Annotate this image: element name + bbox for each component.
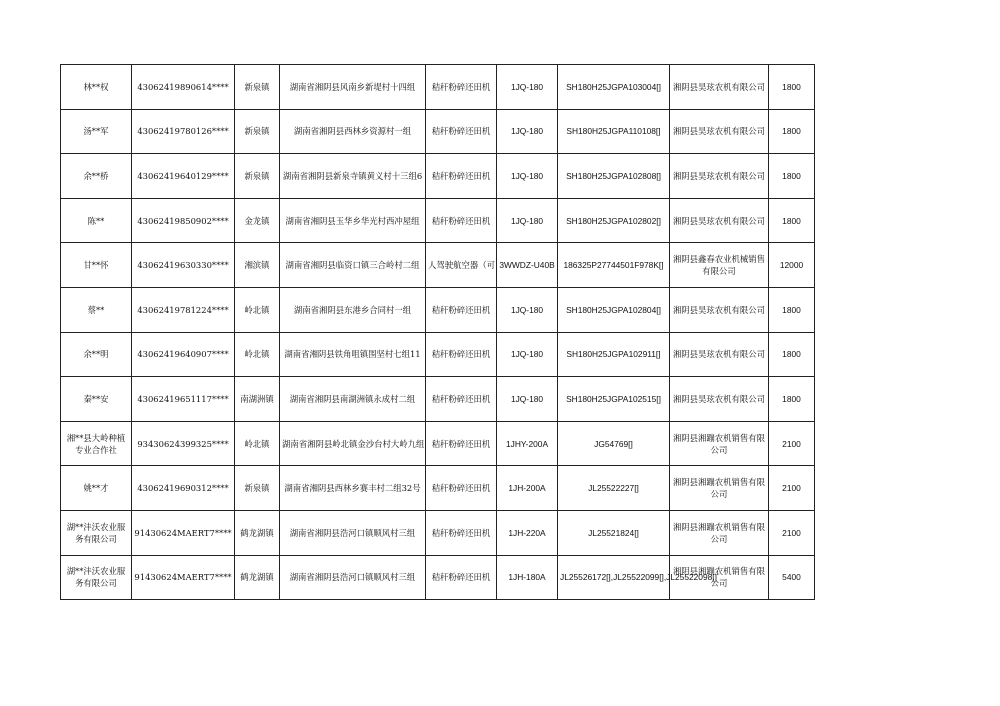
cell-town: 湘滨镇	[235, 243, 280, 288]
cell-dealer: 湘阴县湘蹦农机销售有限公司	[670, 466, 769, 511]
cell-subsidy-amount: 1800	[769, 332, 815, 377]
cell-model: 1JQ-180	[497, 332, 558, 377]
cell-address: 湖南省湘阴县西林乡赛丰村二组32号	[280, 466, 426, 511]
cell-model: 1JH-180A	[497, 555, 558, 600]
table-row	[61, 377, 815, 422]
cell-machine-type: 秸秆粉碎还田机	[426, 555, 497, 600]
cell-subsidy-amount: 1800	[769, 377, 815, 422]
cell-dealer: 湘阴县湘蹦农机销售有限公司	[670, 421, 769, 466]
cell-dealer: 湘阴县昊玹农机有限公司	[670, 377, 769, 422]
table-row	[61, 65, 815, 110]
cell-id-number: 43062419630330****	[132, 243, 235, 288]
cell-dealer: 湘阴县昊玹农机有限公司	[670, 198, 769, 243]
cell-town: 鹤龙湖镇	[235, 555, 280, 600]
cell-machine-type: 秸秆粉碎还田机	[426, 466, 497, 511]
cell-applicant-name: 余**明	[61, 332, 132, 377]
cell-id-number: 43062419640129****	[132, 154, 235, 199]
cell-subsidy-amount: 1800	[769, 154, 815, 199]
cell-address: 湖南省湘阴县新泉寺镇黄义村十三组6	[280, 154, 426, 199]
cell-serial-number: SH180H25JGPA102911[]	[558, 332, 670, 377]
cell-serial-number: SH180H25JGPA102804[]	[558, 287, 670, 332]
cell-model: 1JH-200A	[497, 466, 558, 511]
cell-applicant-name: 湖**沣沃农业服务有限公司	[61, 510, 132, 555]
cell-machine-type: 人驾驶航空器（可	[426, 243, 497, 288]
cell-applicant-name: 林**权	[61, 65, 132, 110]
cell-model: 3WWDZ-U40B	[497, 243, 558, 288]
cell-model: 1JQ-180	[497, 109, 558, 154]
cell-applicant-name: 湖**沣沃农业服务有限公司	[61, 555, 132, 600]
cell-serial-number: 186325P27744501F978K[]	[558, 243, 670, 288]
cell-applicant-name: 秦**安	[61, 377, 132, 422]
cell-subsidy-amount: 2100	[769, 421, 815, 466]
table-row	[61, 555, 815, 600]
cell-serial-number: SH180H25JGPA102802[]	[558, 198, 670, 243]
cell-applicant-name: 汤**军	[61, 109, 132, 154]
cell-dealer: 湘阴县鑫春农业机械销售有限公司	[670, 243, 769, 288]
table-row	[61, 243, 815, 288]
cell-serial-number: SH180H25JGPA110108[]	[558, 109, 670, 154]
cell-address: 湖南省湘阴县西林乡资源村一组	[280, 109, 426, 154]
cell-subsidy-amount: 1800	[769, 287, 815, 332]
cell-applicant-name: 陈**	[61, 198, 132, 243]
table-row	[61, 332, 815, 377]
cell-dealer: 湘阴县昊玹农机有限公司	[670, 109, 769, 154]
cell-subsidy-amount: 12000	[769, 243, 815, 288]
cell-id-number: 43062419690312****	[132, 466, 235, 511]
cell-applicant-name: 姚**才	[61, 466, 132, 511]
cell-town: 鹤龙湖镇	[235, 510, 280, 555]
cell-model: 1JQ-180	[497, 377, 558, 422]
cell-machine-type: 秸秆粉碎还田机	[426, 154, 497, 199]
cell-town: 新泉镇	[235, 109, 280, 154]
table-row	[61, 198, 815, 243]
table-body	[61, 65, 815, 600]
cell-address: 湖南省湘阴县玉华乡华光村西冲屋组	[280, 198, 426, 243]
cell-address: 湖南省湘阴县风南乡新堤村十四组	[280, 65, 426, 110]
cell-machine-type: 秸秆粉碎还田机	[426, 198, 497, 243]
cell-id-number: 91430624MAERT7****	[132, 555, 235, 600]
subsidy-table	[60, 64, 815, 600]
cell-id-number: 43062419651117****	[132, 377, 235, 422]
cell-address: 湖南省湘阴县铁角咀镇围坚村七组11	[280, 332, 426, 377]
cell-town: 岭北镇	[235, 287, 280, 332]
cell-address: 湖南省湘阴县浩河口镇顺风村三组	[280, 555, 426, 600]
cell-id-number: 43062419781224****	[132, 287, 235, 332]
cell-town: 岭北镇	[235, 332, 280, 377]
cell-town: 金龙镇	[235, 198, 280, 243]
cell-model: 1JQ-180	[497, 198, 558, 243]
cell-applicant-name: 甘**怀	[61, 243, 132, 288]
cell-model: 1JH-220A	[497, 510, 558, 555]
cell-town: 新泉镇	[235, 154, 280, 199]
cell-applicant-name: 蔡**	[61, 287, 132, 332]
cell-subsidy-amount: 1800	[769, 65, 815, 110]
cell-address: 湖南省湘阴县东港乡合同村一组	[280, 287, 426, 332]
cell-address: 湖南省湘阴县临资口镇三合岭村二组	[280, 243, 426, 288]
cell-applicant-name: 湘**县大岭种植专业合作社	[61, 421, 132, 466]
cell-subsidy-amount: 1800	[769, 109, 815, 154]
cell-address: 湖南省湘阴县岭北镇金沙台村大岭九组	[280, 421, 426, 466]
cell-machine-type: 秸秆粉碎还田机	[426, 510, 497, 555]
table-row	[61, 287, 815, 332]
cell-dealer: 湘阴县昊玹农机有限公司	[670, 332, 769, 377]
cell-id-number: 43062419780126****	[132, 109, 235, 154]
cell-model: 1JQ-180	[497, 65, 558, 110]
cell-id-number: 43062419640907****	[132, 332, 235, 377]
table-row	[61, 154, 815, 199]
cell-dealer: 湘阴县昊玹农机有限公司	[670, 287, 769, 332]
cell-serial-number: JL25526172[],JL25522099[],JL25522098[]	[558, 555, 670, 600]
cell-machine-type: 秸秆粉碎还田机	[426, 377, 497, 422]
cell-town: 岭北镇	[235, 421, 280, 466]
cell-dealer: 湘阴县湘蹦农机销售有限公司	[670, 555, 769, 600]
cell-serial-number: SH180H25JGPA102808[]	[558, 154, 670, 199]
cell-model: 1JQ-180	[497, 154, 558, 199]
cell-serial-number: SH180H25JGPA103004[]	[558, 65, 670, 110]
cell-applicant-name: 余**桥	[61, 154, 132, 199]
table-row	[61, 466, 815, 511]
cell-serial-number: JG54769[]	[558, 421, 670, 466]
cell-machine-type: 秸秆粉碎还田机	[426, 287, 497, 332]
cell-model: 1JQ-180	[497, 287, 558, 332]
cell-subsidy-amount: 1800	[769, 198, 815, 243]
cell-machine-type: 秸秆粉碎还田机	[426, 65, 497, 110]
table-row	[61, 109, 815, 154]
cell-serial-number: SH180H25JGPA102515[]	[558, 377, 670, 422]
table-row	[61, 421, 815, 466]
cell-dealer: 湘阴县昊玹农机有限公司	[670, 154, 769, 199]
cell-address: 湖南省湘阴县浩河口镇顺风村三组	[280, 510, 426, 555]
cell-machine-type: 秸秆粉碎还田机	[426, 421, 497, 466]
cell-town: 新泉镇	[235, 466, 280, 511]
cell-machine-type: 秸秆粉碎还田机	[426, 332, 497, 377]
cell-id-number: 43062419890614****	[132, 65, 235, 110]
cell-serial-number: JL25522227[]	[558, 466, 670, 511]
cell-machine-type: 秸秆粉碎还田机	[426, 109, 497, 154]
cell-address: 湖南省湘阴县南湖洲镇永成村二组	[280, 377, 426, 422]
cell-dealer: 湘阴县昊玹农机有限公司	[670, 65, 769, 110]
cell-id-number: 93430624399325****	[132, 421, 235, 466]
cell-subsidy-amount: 5400	[769, 555, 815, 600]
cell-id-number: 43062419850902****	[132, 198, 235, 243]
table-row	[61, 510, 815, 555]
cell-subsidy-amount: 2100	[769, 466, 815, 511]
cell-dealer: 湘阴县湘蹦农机销售有限公司	[670, 510, 769, 555]
cell-serial-number: JL25521824[]	[558, 510, 670, 555]
cell-model: 1JHY-200A	[497, 421, 558, 466]
cell-town: 南湖洲镇	[235, 377, 280, 422]
cell-town: 新泉镇	[235, 65, 280, 110]
cell-id-number: 91430624MAERT7****	[132, 510, 235, 555]
cell-subsidy-amount: 2100	[769, 510, 815, 555]
